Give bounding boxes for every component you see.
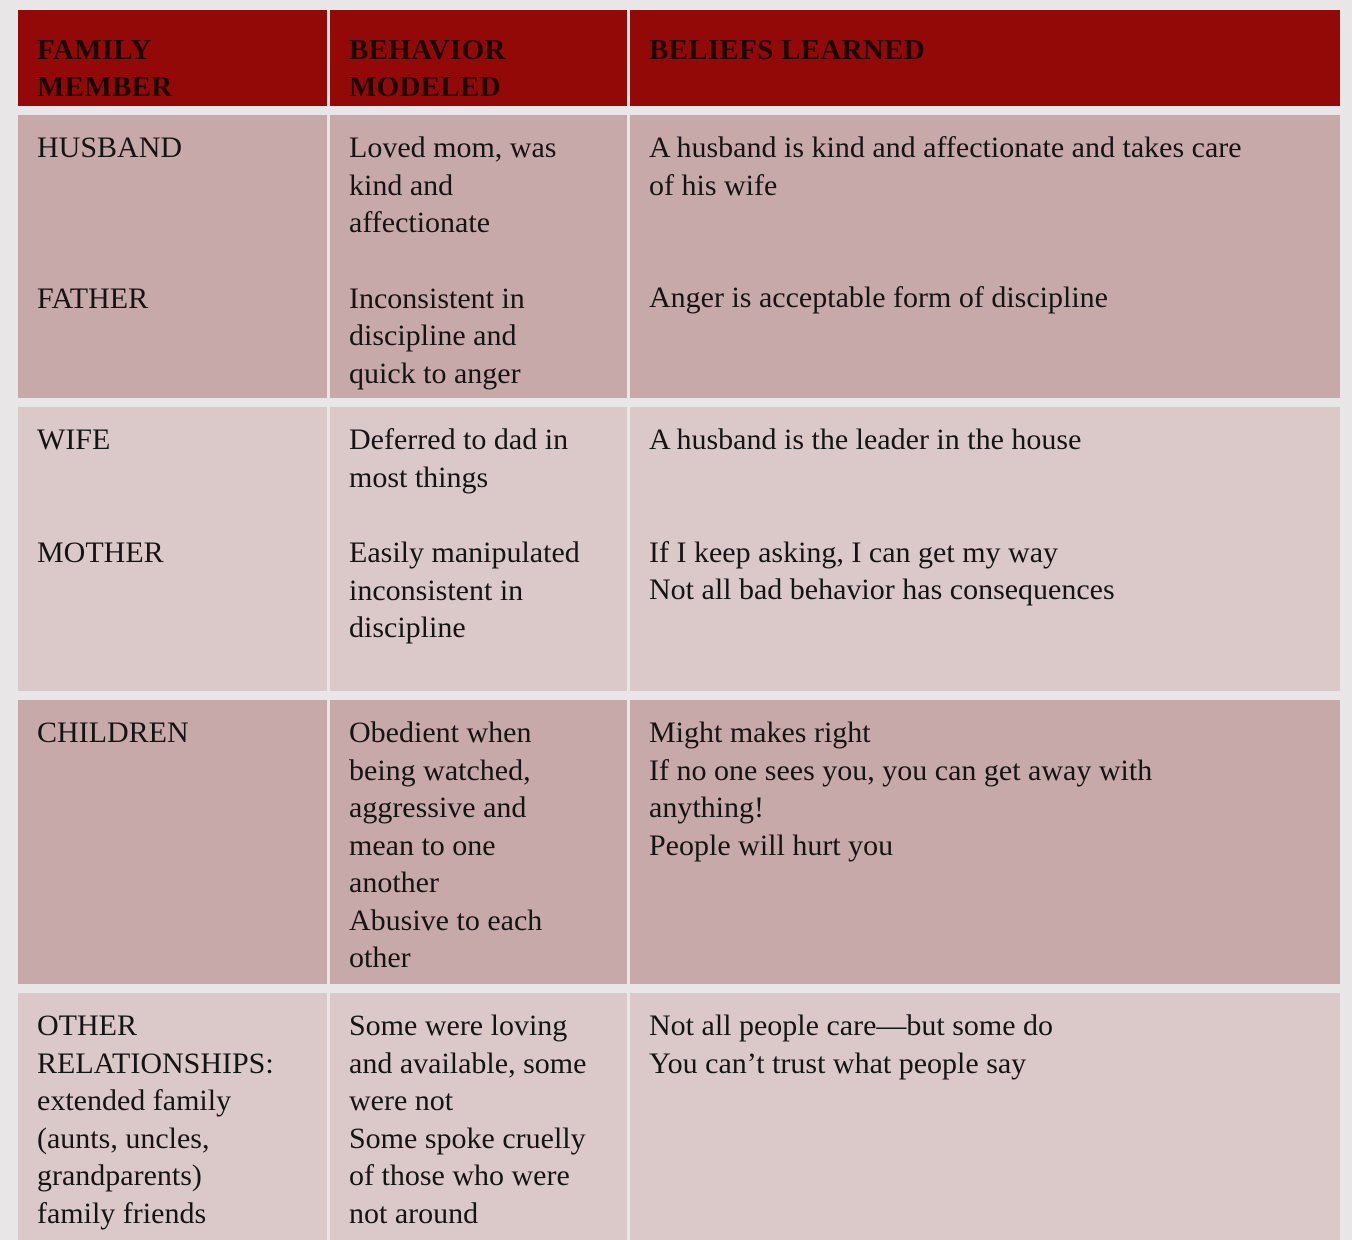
behavior-cell-children (330, 700, 627, 984)
header-line: BEHAVIOR (349, 34, 506, 66)
belief-line: of his wife (649, 168, 778, 202)
header-line: MODELED (349, 71, 501, 103)
behavior-line: were not (349, 1084, 454, 1117)
behavior-line: Abusive to each (349, 903, 543, 937)
member-wife: WIFE (37, 423, 111, 456)
behavior-line: kind and (349, 168, 454, 202)
member-husband: HUSBAND (37, 131, 183, 164)
member-line: grandparents) (37, 1159, 202, 1192)
behavior-line: Easily manipulated (349, 536, 580, 569)
behavior-line: Some spoke cruelly (349, 1121, 586, 1155)
header-line: MEMBER (37, 71, 173, 103)
behavior-line: discipline (349, 611, 466, 644)
behavior-line: and available, some (349, 1046, 587, 1080)
belief-line: People will hurt you (649, 828, 894, 862)
member-children: CHILDREN (37, 716, 189, 749)
member-cell-wife-mother (18, 407, 327, 691)
belief-line: If I keep asking, I can get my way (649, 535, 1059, 569)
member-father: FATHER (37, 281, 149, 315)
behavior-line: inconsistent in (349, 573, 524, 607)
header-beliefs-learned (630, 10, 1340, 106)
member-line: OTHER (37, 1009, 137, 1042)
behavior-line: another (349, 866, 439, 899)
behavior-line: being watched, (349, 753, 531, 787)
beliefs-cell-other-relationships (630, 993, 1340, 1240)
belief-line: A husband is the leader in the house (649, 423, 1082, 456)
behavior-line: Some were loving (349, 1009, 568, 1042)
behavior-cell-other-relationships (330, 993, 627, 1240)
behavior-cell-wife-mother (330, 407, 627, 691)
member-line: family friends (37, 1196, 207, 1230)
member-line: RELATIONSHIPS: (37, 1046, 274, 1080)
behavior-line: Deferred to dad in (349, 423, 569, 456)
member-cell-other-relationships (18, 993, 327, 1240)
belief-line: A husband is kind and affectionate and takes care (649, 131, 1242, 164)
behavior-line: Inconsistent in (349, 281, 525, 315)
behavior-line: Obedient when (349, 716, 532, 749)
belief-line: If no one sees you, you can get away with (649, 753, 1153, 787)
header-line: BELIEFS LEARNED (649, 34, 926, 66)
belief-line: anything! (649, 791, 764, 824)
header-behavior-modeled (330, 10, 627, 106)
family-beliefs-table (18, 10, 1338, 1230)
behavior-line: Loved mom, was (349, 131, 557, 164)
member-cell-husband-father (18, 115, 327, 398)
behavior-line: discipline and (349, 319, 517, 352)
behavior-line: quick to anger (349, 356, 521, 390)
behavior-line: aggressive and (349, 791, 527, 824)
beliefs-cell-husband-father (630, 115, 1340, 398)
header-family-member (18, 10, 327, 106)
member-cell-children (18, 700, 327, 984)
belief-line: Anger is acceptable form of discipline (649, 281, 1108, 314)
member-line: extended family (37, 1084, 232, 1117)
beliefs-cell-children (630, 700, 1340, 984)
belief-line: Not all people care—but some do (649, 1009, 1054, 1042)
behavior-line: most things (349, 460, 489, 494)
behavior-line: affectionate (349, 206, 491, 239)
behavior-line: other (349, 941, 411, 974)
belief-line: You can’t trust what people say (649, 1046, 1027, 1080)
header-line: FAMILY (37, 34, 152, 66)
behavior-line: mean to one (349, 828, 496, 862)
behavior-cell-husband-father (330, 115, 627, 398)
member-mother: MOTHER (37, 535, 164, 569)
beliefs-cell-wife-mother (630, 407, 1340, 691)
belief-line: Not all bad behavior has consequences (649, 573, 1115, 606)
member-line: (aunts, uncles, (37, 1121, 210, 1155)
behavior-line: not around (349, 1196, 479, 1230)
behavior-line: of those who were (349, 1159, 570, 1192)
belief-line: Might makes right (649, 716, 871, 749)
